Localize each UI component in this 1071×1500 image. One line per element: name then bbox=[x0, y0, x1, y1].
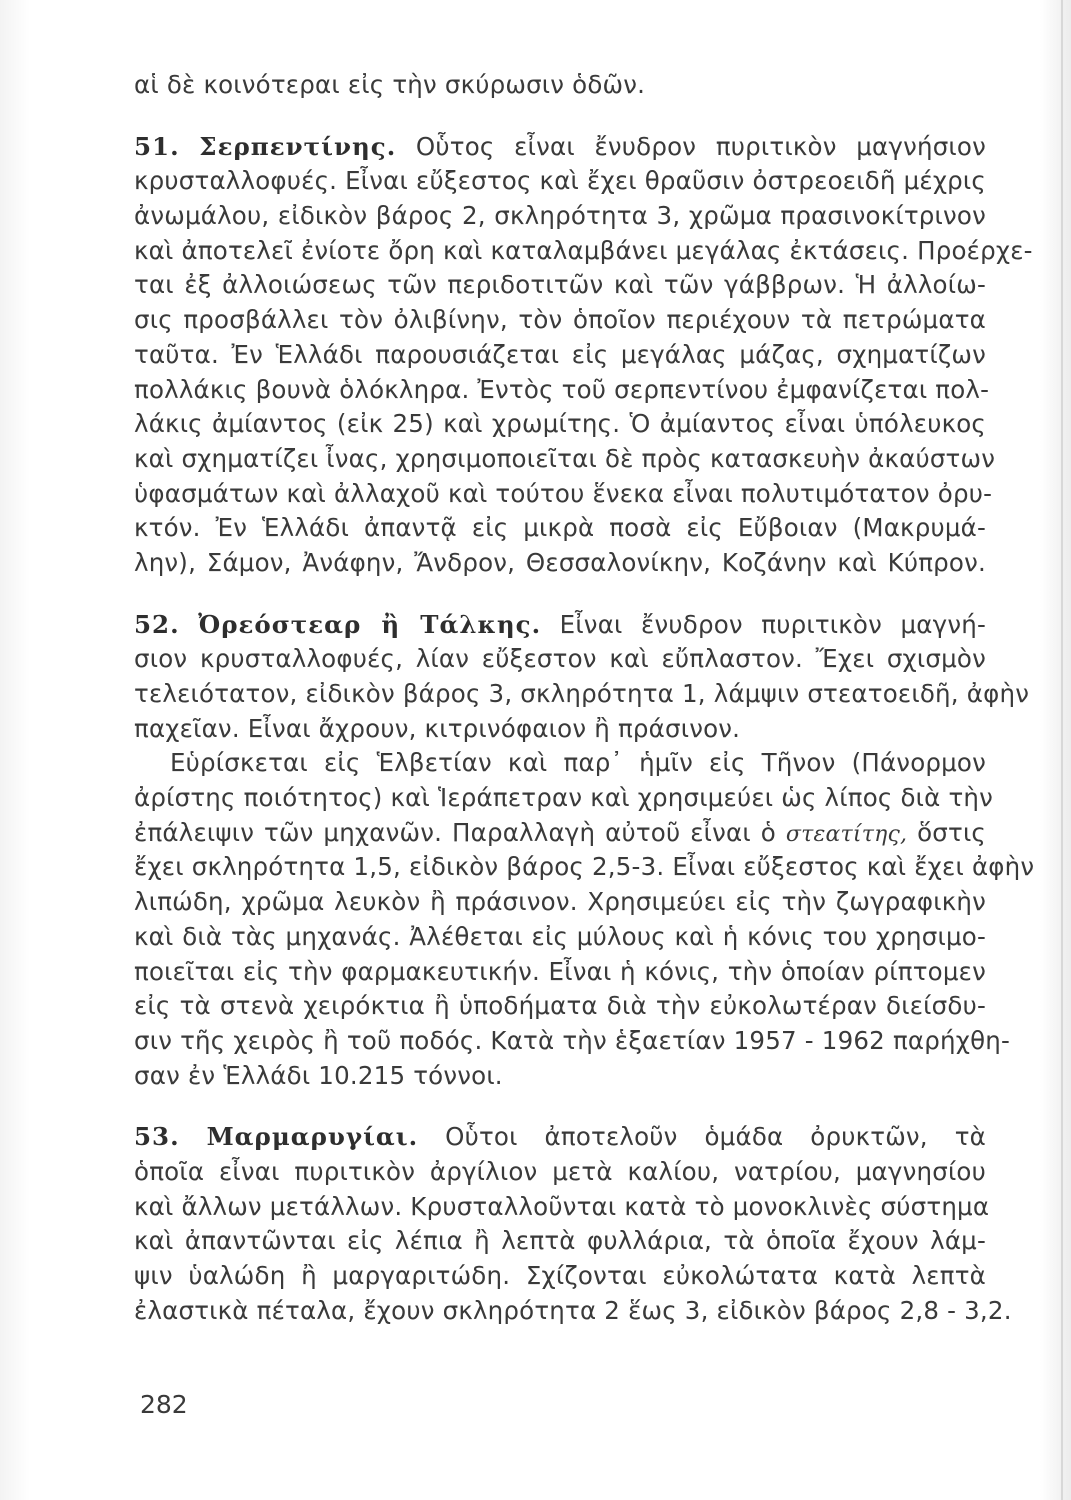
text-line: καὶ ἀποτελεῖ ἐνίοτε ὄρη καὶ καταλαμβάνει μεγάλας ἐκτάσεις. Προέρχε- bbox=[134, 235, 1033, 265]
text-line: λάκις ἀμίαντος (εἰκ 25) καὶ χρωμίτης. Ὁ ἀμίαντος εἶναι ὑπόλευκος bbox=[134, 409, 986, 439]
text-line: καὶ διὰ τὰς μηχανάς. Ἀλέθεται εἰς μύλους καὶ ἡ κόνις του χρησιμο- bbox=[134, 921, 986, 951]
section-52-number: 52. bbox=[134, 609, 180, 639]
paragraph-start-line bbox=[134, 746, 986, 781]
text-line: παχεῖαν. Εἶναι ἄχρουν, κιτρινόφαιον ἢ πράσινον. bbox=[134, 713, 741, 743]
text-line: ταῦτα. Ἐν Ἑλλάδι παρουσιάζεται εἰς μεγάλας μάζας, σχηματίζων bbox=[134, 339, 986, 369]
section-51-number: 51. bbox=[134, 131, 180, 161]
text-line: ὑφασμάτων καὶ ἀλλαχοῦ καὶ τούτου ἕνεκα εἶναι πολυτιμότατον ὀρυ- bbox=[134, 478, 993, 508]
text-line: ἀνωμάλου, εἰδικὸν βάρος 2, σκληρότητα 3, χρῶμα πρασινοκίτρινον bbox=[134, 201, 986, 231]
page-edge-shadow bbox=[1061, 0, 1063, 1500]
text-line: καὶ ἄλλων μετάλλων. Κρυσταλλοῦνται κατὰ τὸ μονοκλινὲς σύστημα bbox=[134, 1191, 990, 1221]
text-line: ἔχει σκληρότητα 1,5, εἰδικὸν βάρος 2,5-3. Εἶναι εὔξεστος καὶ ἔχει ἀφὴν bbox=[134, 852, 1035, 882]
text-line: ἀρίστης ποιότητος) καὶ Ἱεράπετραν καὶ χρησιμεύει ὡς λίπος διὰ τὴν bbox=[134, 783, 994, 813]
text-line: σιν τῆς χειρὸς ἢ τοῦ ποδός. Κατὰ τὴν ἑξαετίαν 1957 - 1962 παρήχθη- bbox=[134, 1025, 1011, 1055]
text-line: λιπώδη, χρῶμα λευκὸν ἢ πράσινον. Χρησιμεύει εἰς τὴν ζωγραφικὴν bbox=[134, 887, 986, 917]
section-53-first-line bbox=[134, 1120, 986, 1155]
text-line: ὁποῖα εἶναι πυριτικὸν ἀργίλιον μετὰ καλίου, νατρίου, μαγνησίου bbox=[134, 1156, 986, 1186]
text-line: τελειότατον, εἰδικὸν βάρος 3, σκληρότητα 1, λάμψιν στεατοειδῆ, ἀφὴν bbox=[134, 679, 1030, 708]
text-line: σαν ἐν Ἑλλάδι 10.215 τόννοι. bbox=[134, 1060, 503, 1090]
page-number: 282 bbox=[140, 1390, 188, 1419]
text-line: λην), Σάμον, Ἀνάφην, Ἄνδρον, Θεσσαλονίκην, Κοζάνην καὶ Κύπρον. bbox=[134, 547, 986, 577]
text-line: εἰς τὰ στενὰ χειρόκτια ἢ ὑποδήματα διὰ τὴν εὐκολωτέραν διείσδυ- bbox=[134, 991, 986, 1021]
text-line: κτόν. Ἐν Ἑλλάδι ἀπαντᾷ εἰς μικρὰ ποσὰ εἰς Εὔβοιαν (Μακρυμά- bbox=[134, 513, 986, 543]
text-line: Εἶναι ἔνυδρον πυριτικὸν μαγνή- bbox=[559, 609, 986, 639]
section-52-first-line bbox=[134, 608, 986, 643]
section-51-first-line bbox=[134, 130, 986, 165]
text-line: Οὗτοι ἀποτελοῦν ὁμάδα ὀρυκτῶν, τὰ bbox=[445, 1122, 987, 1152]
text-line: ἐλαστικὰ πέταλα, ἔχουν σκληρότητα 2 ἕως 3, εἰδικὸν βάρος 2,8 - 3,2. bbox=[134, 1295, 1012, 1325]
text-line: Εὑρίσκεται εἰς Ἑλβετίαν καὶ παρ᾽ ἡμῖν εἰς Τῆνον (Πάνορμον bbox=[170, 748, 986, 778]
text-line: σις προσβάλλει τὸν ὀλιβίνην, τὸν ὁποῖον περιέχουν τὰ πετρώματα bbox=[134, 305, 986, 335]
text-line: ται ἐξ ἀλλοιώσεως τῶν περιδοτιτῶν καὶ τῶν γάββρων. Ἡ ἀλλοίω- bbox=[134, 270, 986, 300]
text-line: ἐπάλειψιν τῶν μηχανῶν. Παραλλαγὴ αὐτοῦ εἶναι ὁ bbox=[134, 817, 776, 847]
text-line: ψιν ὑαλώδη ἢ μαργαριτώδη. Σχίζονται εὐκολώτατα κατὰ λεπτὰ bbox=[134, 1261, 986, 1290]
text-line: αἱ δὲ κοινότεραι εἰς τὴν σκύρωσιν ὁδῶν. bbox=[134, 70, 646, 99]
steatite-line bbox=[134, 816, 986, 851]
section-52-heading: Ὀρεόστεαρ ἢ Τάλκης. bbox=[198, 609, 542, 639]
text-line: πολλάκις βουνὰ ὁλόκληρα. Ἐντὸς τοῦ σερπεντίνου ἐμφανίζεται πολ- bbox=[134, 374, 990, 404]
text-line: καὶ ἀπαντῶνται εἰς λέπια ἢ λεπτὰ φυλλάρια, τὰ ὁποῖα ἔχουν λάμ- bbox=[134, 1226, 986, 1256]
text-line: ποιεῖται εἰς τὴν φαρμακευτικήν. Εἶναι ἡ κόνις, τὴν ὁποίαν ρίπτομεν bbox=[134, 956, 986, 986]
text-line: σιον κρυσταλλοφυές, λίαν εὔξεστον καὶ εὔπλαστον. Ἔχει σχισμὸν bbox=[134, 644, 986, 674]
steatite-term: στεατίτης, bbox=[785, 821, 908, 847]
text-line: καὶ σχηματίζει ἶνας, χρησιμοποιεῖται δὲ πρὸς κατασκευὴν ἀκαύστων bbox=[134, 443, 996, 473]
section-53-number: 53. bbox=[134, 1122, 180, 1152]
body-text bbox=[134, 68, 1035, 1328]
text-line: Οὗτος εἶναι ἔνυδρον πυριτικὸν μαγνήσιον bbox=[415, 131, 986, 161]
steatite-tail: ὅστις bbox=[917, 817, 987, 847]
section-53-heading: Μαρμαρυγίαι. bbox=[206, 1122, 419, 1152]
section-51-heading: Σερπεντίνης. bbox=[199, 131, 397, 161]
text-line: κρυσταλλοφυές. Εἶναι εὔξεστος καὶ ἔχει θραῦσιν ὀστρεοειδῆ μέχρις bbox=[134, 166, 986, 196]
